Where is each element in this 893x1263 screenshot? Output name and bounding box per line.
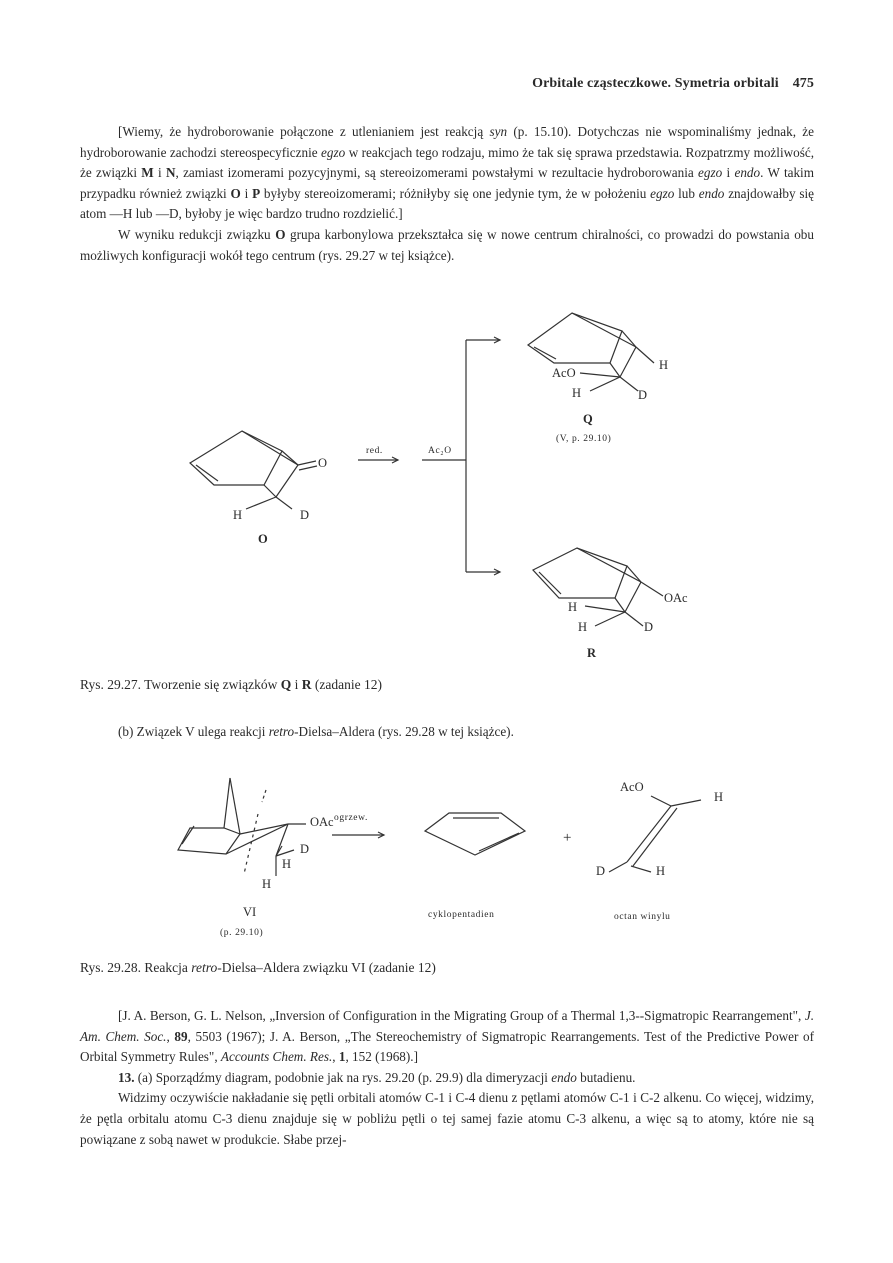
- reagent-reduction: red.: [366, 446, 383, 456]
- problem-13-continuation: [80, 1088, 814, 1150]
- vi-h-label: H: [282, 857, 292, 871]
- plus-sign: +: [563, 830, 572, 846]
- text-run: egzo: [650, 185, 675, 201]
- reagent-heat: ogrzew.: [334, 813, 368, 823]
- page-number: 475: [792, 76, 814, 91]
- vinyl-acetoxy-label: AcO: [620, 780, 644, 794]
- text-run: O: [275, 226, 286, 242]
- text-run: -Dielsa–Aldera (rys. 29.28 w tej książce).: [294, 724, 514, 739]
- reagent-acetic-anhydride: Ac₂O: [428, 446, 452, 456]
- text-run: endo: [734, 165, 761, 181]
- compound-vi-name: VI: [243, 905, 257, 919]
- r-h-endo-label: H: [578, 620, 588, 634]
- text-run: M: [141, 165, 154, 181]
- text-run: , 5503 (1967); J. A. Berson, „The Stereochemistry of Sigmatropic Rearrangements. Test of the Predictive Power of Orbital Symmetry Rules",: [80, 1028, 815, 1065]
- q-acetoxy-label: AcO: [552, 366, 576, 380]
- text-run: W wyniku redukcji związku: [118, 226, 276, 242]
- text-run: Rys. 29.27. Tworzenie się związków: [80, 677, 281, 692]
- o-h-label: H: [233, 508, 243, 522]
- body-text: [80, 1006, 814, 1150]
- text-run: -Dielsa–Aldera związku VI (zadanie 12): [217, 960, 436, 975]
- text-run: egzo: [698, 165, 723, 181]
- text-run: ,: [332, 1049, 339, 1065]
- compound-o-name: O: [258, 532, 268, 546]
- compound-r-name: R: [587, 646, 597, 660]
- o-d-label: D: [300, 508, 310, 522]
- figure-29-28-caption: [80, 960, 436, 976]
- text-run: N: [165, 165, 176, 181]
- text-run: egzo: [321, 144, 346, 160]
- text-run: grupa karbonylowa przekształca się w nowe centrum chiralności, co prowadzi do powstania obu możliwych konfiguracji wokół tego centrum (rys. 29.27 w tej książce).: [80, 226, 814, 263]
- text-run: i: [153, 165, 166, 181]
- text-run: R: [301, 677, 312, 692]
- middle-text: [80, 722, 814, 743]
- text-run: (zadanie 12): [311, 677, 382, 692]
- text-run: 1: [338, 1049, 346, 1065]
- cyclopentadiene-structure: [415, 805, 535, 865]
- text-run: 89: [174, 1028, 188, 1044]
- text-run: retro: [268, 724, 295, 739]
- text-run: Widzimy oczywiście nakładanie się pętli orbitali atomów C-1 i C-4 dienu z pętlami atomów C-1 i C-2 alkenu. Co więcej, widzimy, że pętla orbitalu atomu C-3 dienu znajduje się w pobliżu pętli o tej samej fazie atomu C-3 alkenu, a więc są to atomy, które nie są powiązane z sobą nawet w produkcie. Słabe przej-: [80, 1090, 814, 1147]
- text-run: (b) Związek V ulega reakcji: [118, 724, 269, 739]
- heat-arrow: [330, 828, 390, 842]
- o-carbonyl-oxygen-label: O: [318, 456, 328, 470]
- text-run: ,: [166, 1028, 175, 1044]
- intro-paragraph-2: [80, 225, 814, 266]
- text-run: retro: [191, 960, 218, 975]
- text-run: endo: [551, 1069, 577, 1085]
- vi-d-label: D: [300, 842, 310, 856]
- text-run: , 152 (1968).]: [345, 1049, 418, 1065]
- text-run: i: [291, 677, 302, 692]
- figure-29-27-caption: [80, 677, 382, 693]
- q-d-label: D: [638, 388, 648, 402]
- problem-13-paragraph: [80, 1068, 814, 1089]
- running-header: [532, 76, 814, 92]
- text-run: butadienu.: [576, 1069, 636, 1085]
- text-run: znajdowałby się atom —H lub —D, byłoby je więc bardzo trudno rozdzielić.]: [80, 185, 815, 222]
- vinyl-acetate-name: octan winylu: [614, 912, 671, 922]
- text-run: Rys. 29.28. Reakcja: [80, 960, 192, 975]
- text-run: w reakcjach tego rodzaju, mimo że tak się sprawa przedstawia. Rozpatrzmy możliwość, że związki: [80, 144, 815, 181]
- cyclopentadiene-name: cyklopentadien: [428, 910, 495, 920]
- compound-q-structure: [520, 305, 670, 405]
- text-run: endo: [698, 185, 725, 201]
- vinyl-h-bottom-label: H: [656, 864, 666, 878]
- text-run: [J. A. Berson, G. L. Nelson, „Inversion of Configuration in the Migrating Group of a Thermal 1,3--Sigmatropic Rearrangement",: [118, 1008, 805, 1023]
- text-run: (p. 15.10). Dotychczas nie wspominaliśmy jednak, że hydroborowanie zachodzi stereospecyficznie: [80, 124, 814, 160]
- vi-acetoxy-label: OAc: [310, 815, 334, 829]
- vinyl-h-label: H: [714, 790, 724, 804]
- q-h-label: H: [659, 358, 669, 372]
- r-h-label: H: [568, 600, 578, 614]
- r-acetoxy-label: OAc: [664, 591, 688, 605]
- intro-paragraph-1: [80, 122, 814, 225]
- intro-text: [80, 122, 814, 266]
- header-title: Orbitale cząsteczkowe. Symetria orbitali: [532, 76, 779, 91]
- text-run: lub: [674, 185, 699, 201]
- text-run: , zamiast izomerami pozycyjnymi, są stereoizomerami powstałymi w rezultacie hydroborowania: [175, 165, 699, 181]
- vinyl-d-label: D: [596, 864, 606, 878]
- text-run: Q: [280, 677, 292, 692]
- text-run: i: [722, 165, 735, 181]
- q-h-endo-label: H: [572, 386, 582, 400]
- part-b-sentence: [80, 722, 814, 743]
- reference-paragraph: [80, 1006, 814, 1068]
- text-run: byłyby stereoizomerami; różniłyby się one jedynie tym, że w położeniu: [260, 185, 651, 201]
- text-run: syn: [489, 124, 508, 139]
- problem-number: 13.: [118, 1069, 135, 1085]
- compound-q-reference: (V, p. 29.10): [556, 434, 612, 444]
- vi-h-bottom-label: H: [262, 877, 272, 891]
- text-run: J. Am. Chem. Soc.: [80, 1008, 814, 1044]
- compound-vi-reference: (p. 29.10): [220, 928, 264, 938]
- compound-vi-structure: [170, 770, 320, 895]
- compound-q-name: Q: [583, 412, 593, 426]
- text-run: [Wiemy, że hydroborowanie połączone z utlenianiem jest reakcją: [118, 124, 490, 139]
- text-run: O: [230, 185, 241, 201]
- text-run: (a) Sporządźmy diagram, podobnie jak na rys. 29.20 (p. 29.9) dla dimeryzacji: [134, 1069, 552, 1085]
- text-run: Accounts Chem. Res.: [220, 1049, 333, 1065]
- text-run: i: [240, 185, 253, 201]
- text-run: P: [252, 185, 261, 201]
- text-run: . W takim przypadku również związki: [80, 165, 814, 201]
- r-d-label: D: [644, 620, 654, 634]
